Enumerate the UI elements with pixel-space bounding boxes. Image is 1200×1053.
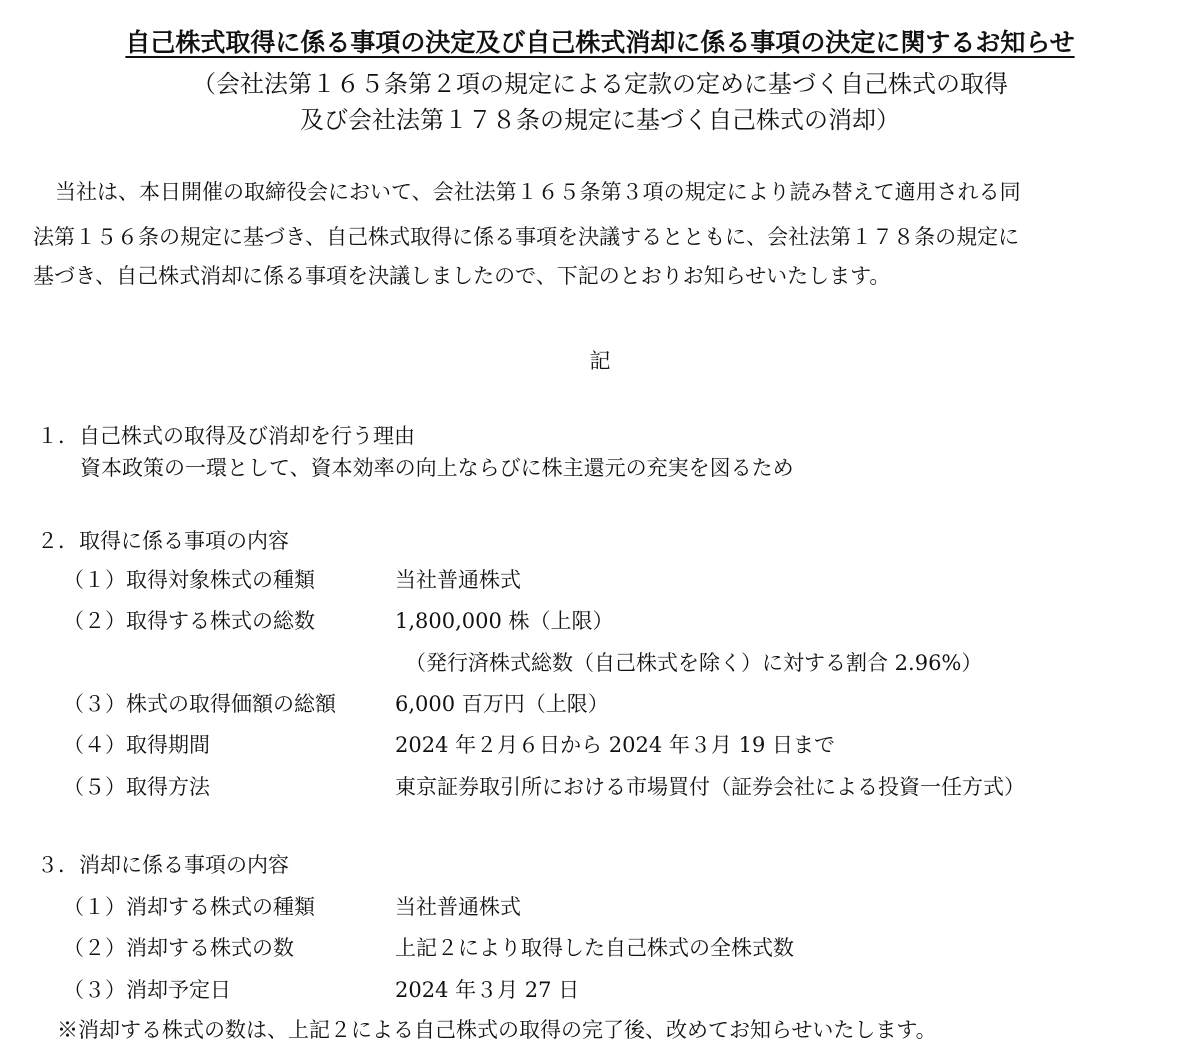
s2-item-4-label: （４）取得期間 bbox=[63, 733, 210, 757]
s3-item-1-value: 当社普通株式 bbox=[395, 895, 521, 919]
s3-item-2-value: 上記２により取得した自己株式の全株式数 bbox=[395, 936, 794, 960]
intro-line-2: 法第１５６条の規定に基づき、自己株式取得に係る事項を決議するとともに、会社法第１７８条の規定に bbox=[33, 225, 1020, 249]
s2-item-1-value: 当社普通株式 bbox=[395, 568, 521, 592]
s2-item-5-label: （５）取得方法 bbox=[63, 775, 210, 799]
s2-item-2-label: （２）取得する株式の総数 bbox=[63, 609, 315, 633]
s3-item-3-value: 2024 年３月 27 日 bbox=[395, 978, 580, 1002]
subtitle-line-1: （会社法第１６５条第２項の規定による定款の定めに基づく自己株式の取得 bbox=[192, 70, 1008, 98]
s3-item-1-label: （１）消却する株式の種類 bbox=[63, 895, 315, 919]
s2-item-2-value: 1,800,000 株（上限） bbox=[395, 609, 614, 633]
subtitle-line-2: 及び会社法第１７８条の規定に基づく自己株式の消却） bbox=[300, 106, 900, 134]
s2-item-3-label: （３）株式の取得価額の総額 bbox=[63, 692, 336, 716]
s2-item-4-value: 2024 年２月６日から 2024 年３月 19 日まで bbox=[395, 733, 835, 757]
s2-item-2-note: （発行済株式総数（自己株式を除く）に対する割合 2.96%） bbox=[405, 651, 983, 675]
s2-item-1-label: （１）取得対象株式の種類 bbox=[63, 568, 315, 592]
s2-item-5-value: 東京証券取引所における市場買付（証券会社による投資一任方式） bbox=[395, 775, 1025, 799]
ki-heading: 記 bbox=[589, 349, 611, 373]
section-1-text: 資本政策の一環として、資本効率の向上ならびに株主還元の充実を図るため bbox=[80, 456, 794, 480]
section-2-heading: ２．取得に係る事項の内容 bbox=[37, 529, 289, 553]
intro-line-3: 基づき、自己株式消却に係る事項を決議しましたので、下記のとおりお知らせいたします。 bbox=[33, 264, 891, 288]
document-title: 自己株式取得に係る事項の決定及び自己株式消却に係る事項の決定に関するお知らせ bbox=[125, 28, 1075, 57]
section-3-heading: ３．消却に係る事項の内容 bbox=[37, 853, 289, 877]
section-1-heading: １．自己株式の取得及び消却を行う理由 bbox=[37, 424, 415, 448]
s3-item-3-label: （３）消却予定日 bbox=[63, 978, 231, 1002]
s3-item-2-label: （２）消却する株式の数 bbox=[63, 936, 294, 960]
cancellation-note: ※消却する株式の数は、上記２による自己株式の取得の完了後、改めてお知らせいたします。 bbox=[57, 1018, 937, 1042]
intro-line-1: 当社は、本日開催の取締役会において、会社法第１６５条第３項の規定により読み替えて適用される同 bbox=[55, 180, 1021, 204]
s2-item-3-value: 6,000 百万円（上限） bbox=[395, 692, 609, 716]
